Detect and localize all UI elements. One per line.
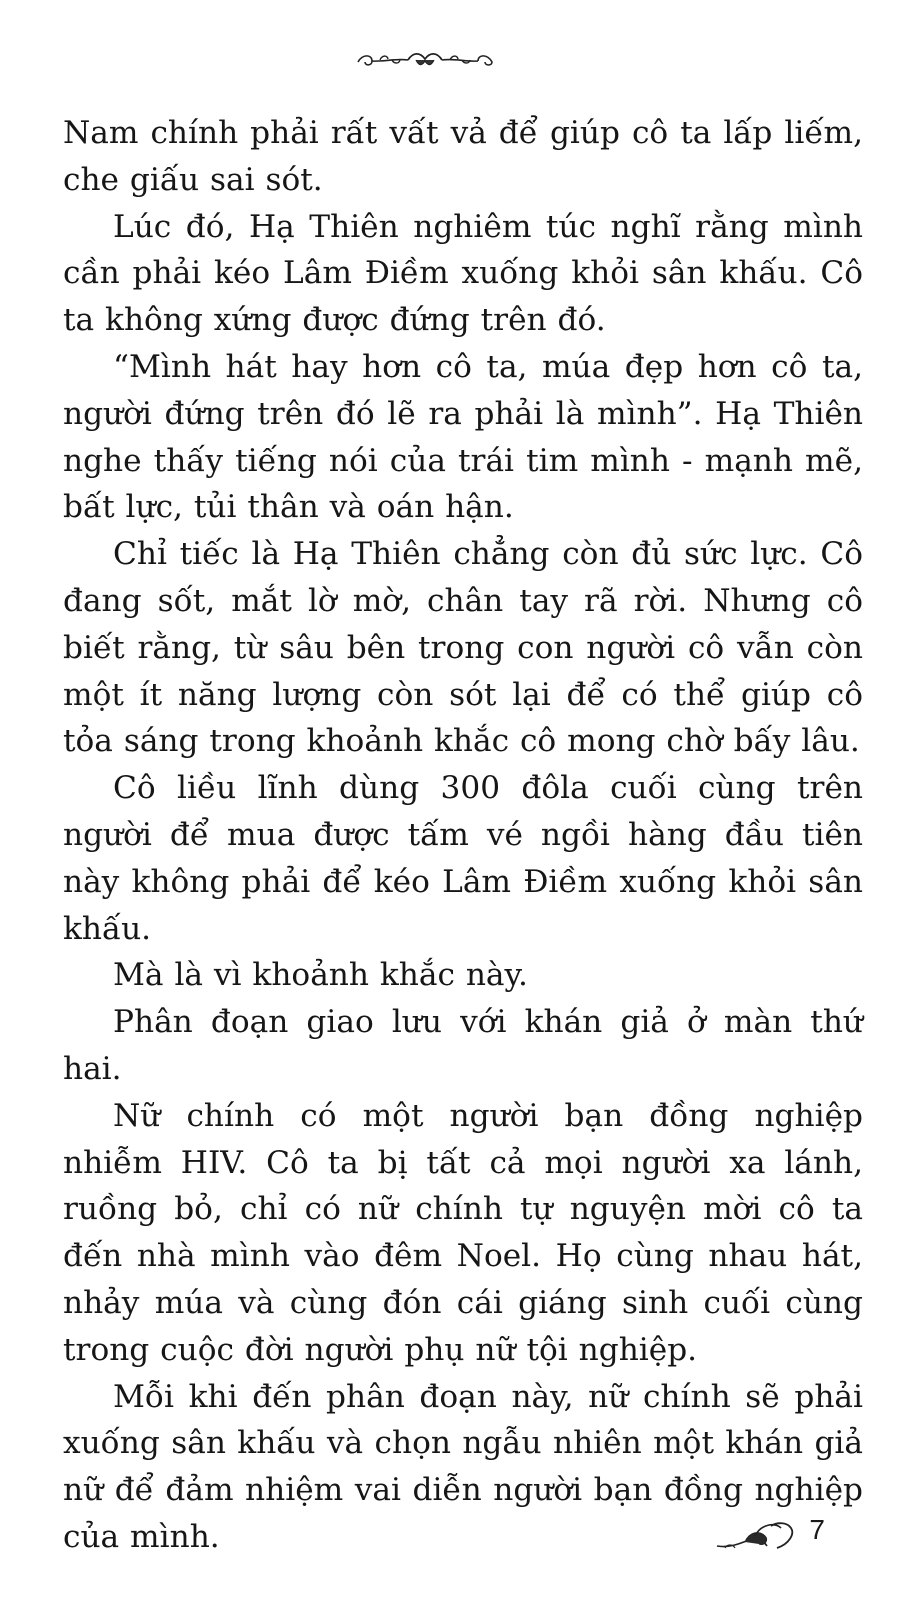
paragraph: Nữ chính có một người bạn đồng nghiệp nhiễm HIV. Cô ta bị tất cả mọi người xa lánh, ruồng bỏ, chỉ có nữ chính tự nguyện mời cô ta đến nhà mình vào đêm Noel. Họ cùng nhau hát, nhảy múa và cùng đón cái giáng sinh cuối cùng trong cuộc đời người phụ nữ tội nghiệp. bbox=[63, 1097, 863, 1368]
paragraph: Mà là vì khoảnh khắc này. bbox=[113, 957, 528, 994]
paragraph: Mỗi khi đến phân đoạn này, nữ chính sẽ phải xuống sân khấu và chọn ngẫu nhiên một khán giả nữ để đảm nhiệm vai diễn người bạn đồng nghiệp của mình. bbox=[63, 1378, 863, 1555]
flourish-ornament-icon bbox=[715, 1518, 803, 1552]
body-text bbox=[63, 110, 863, 1561]
paragraph: Nam chính phải rất vất vả để giúp cô ta lấp liếm, che giấu sai sót. bbox=[63, 115, 863, 198]
paragraph: “Mình hát hay hơn cô ta, múa đẹp hơn cô ta, người đứng trên đó lẽ ra phải là mình”. Hạ Thiên nghe thấy tiếng nói của trái tim mình - mạnh mẽ, bất lực, tủi thân và oán hận. bbox=[63, 348, 863, 526]
paragraph: Phân đoạn giao lưu với khán giả ở màn thứ hai. bbox=[63, 1004, 863, 1087]
page-footer bbox=[715, 1516, 825, 1552]
paragraph: Cô liều lĩnh dùng 300 đôla cuối cùng trên người để mua được tấm vé ngồi hàng đầu tiên này không phải để kéo Lâm Điềm xuống khỏi sân khấu. bbox=[63, 770, 863, 947]
paragraph: Lúc đó, Hạ Thiên nghiêm túc nghĩ rằng mình cần phải kéo Lâm Điềm xuống khỏi sân khấu. Cô ta không xứng được đứng trên đó. bbox=[63, 208, 863, 339]
vine-ornament-icon bbox=[350, 48, 500, 72]
page-number: 7 bbox=[809, 1514, 825, 1545]
paragraph: Chỉ tiếc là Hạ Thiên chẳng còn đủ sức lực. Cô đang sốt, mắt lờ mờ, chân tay rã rời. Nhưng cô biết rằng, từ sâu bên trong con người cô vẫn còn một ít năng lượng còn sót lại để có thể giúp cô tỏa sáng trong khoảnh khắc cô mong chờ bấy lâu. bbox=[63, 536, 863, 760]
